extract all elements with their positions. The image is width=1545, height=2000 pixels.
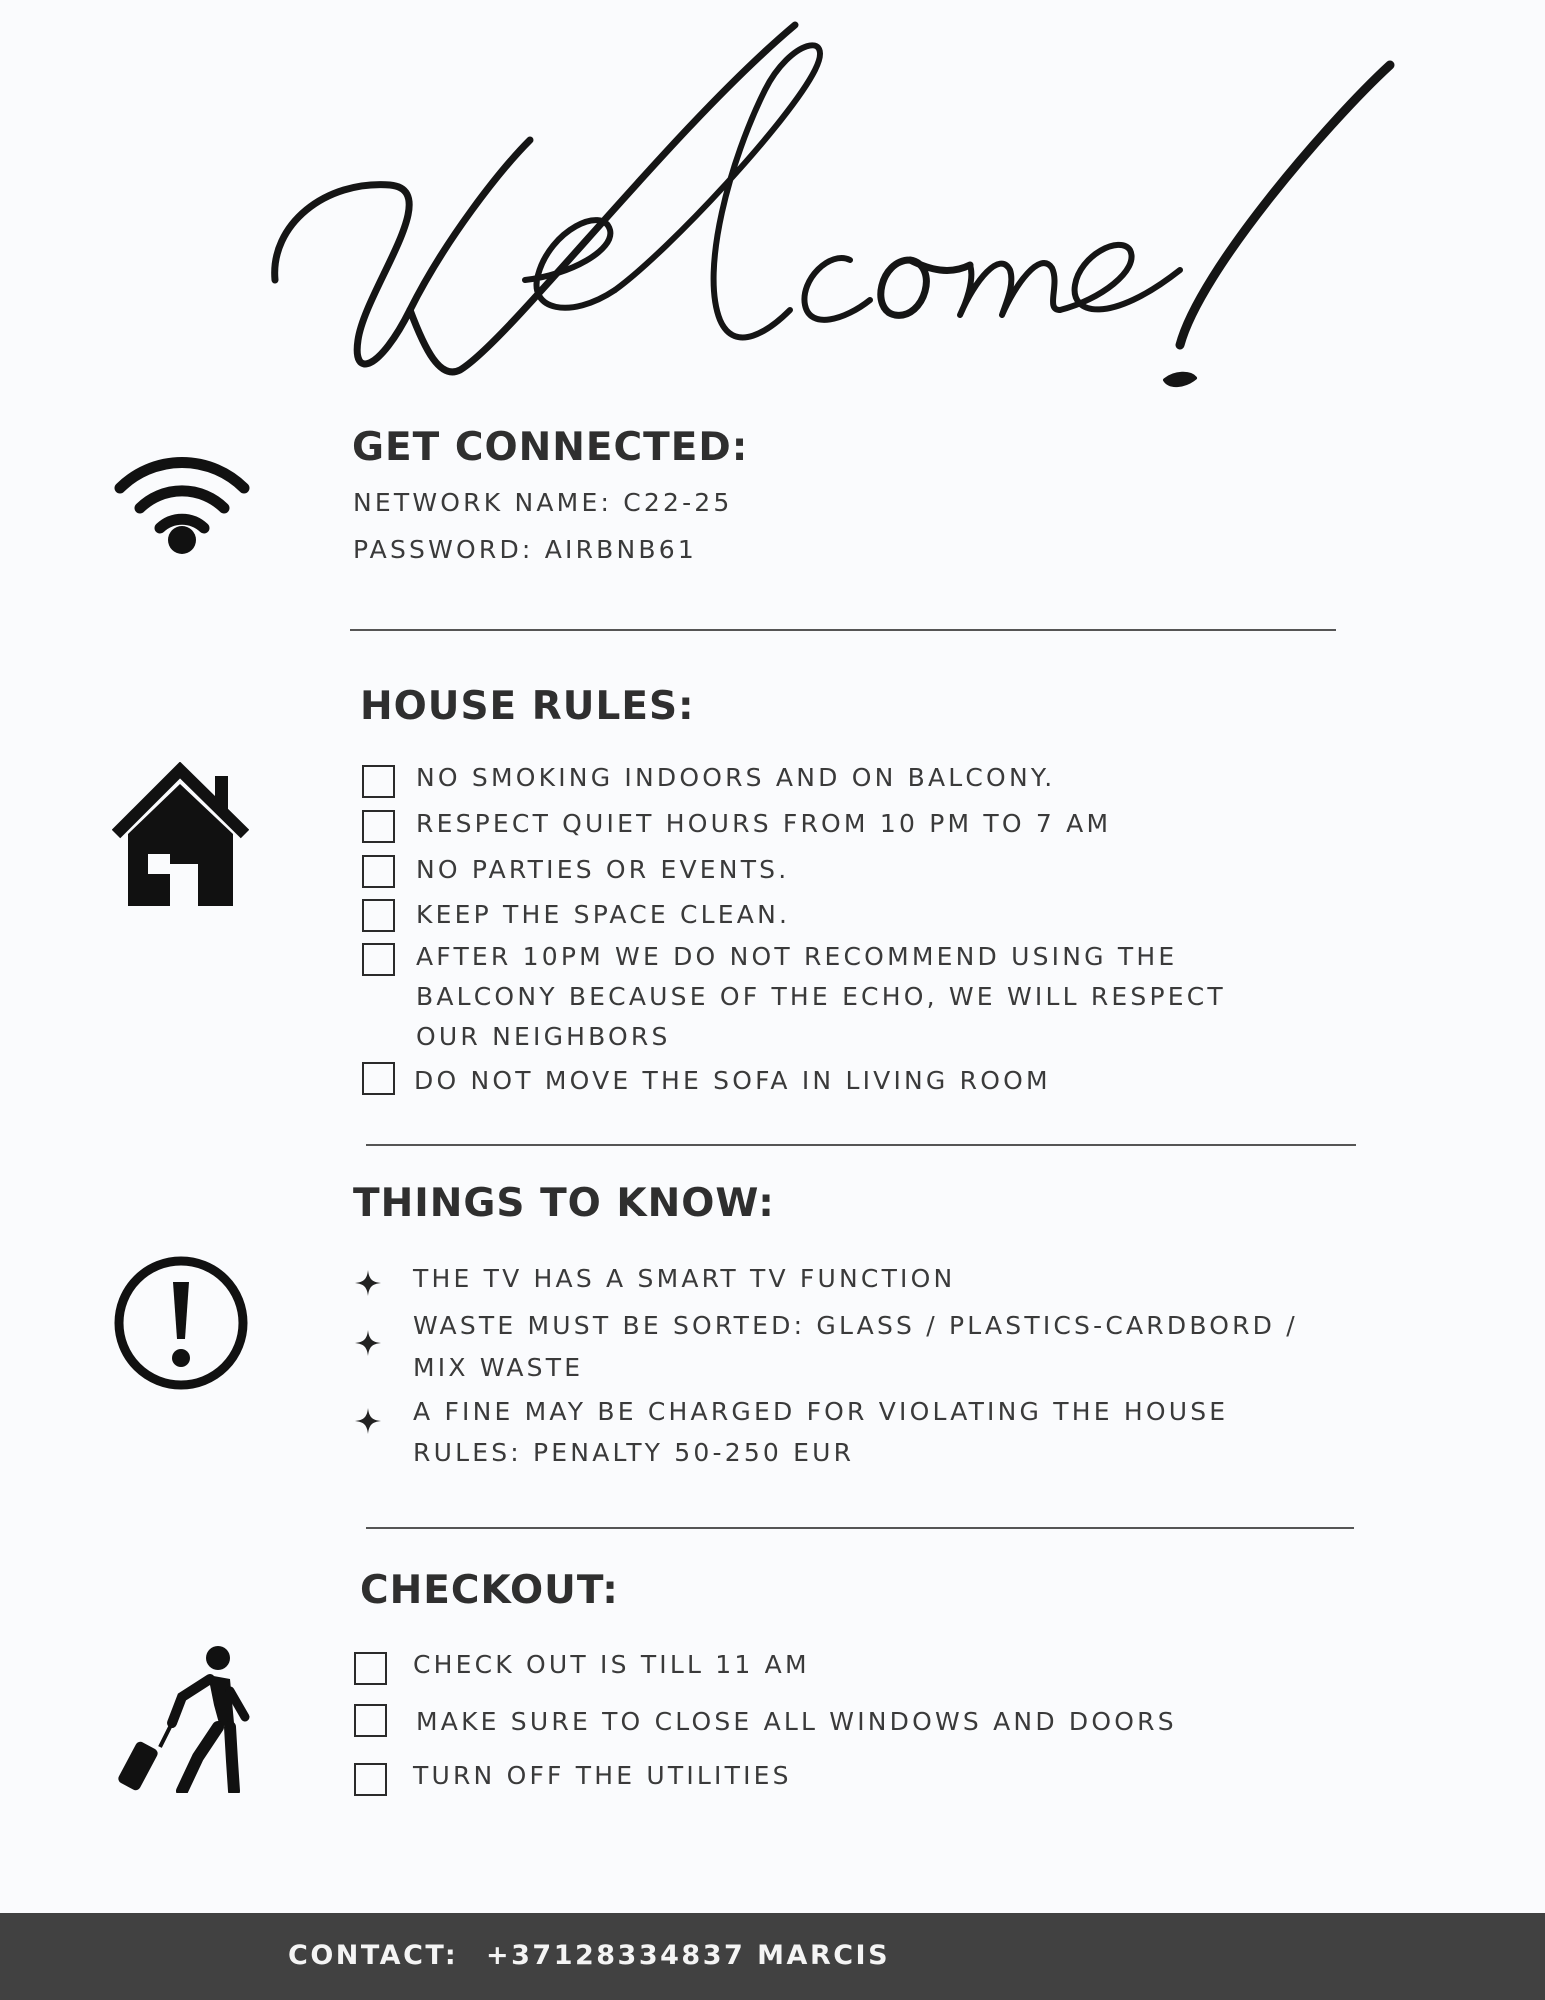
house-icon — [112, 762, 249, 907]
sparkle-bullet-icon — [355, 1330, 381, 1356]
contact-footer — [0, 1913, 1545, 2000]
things-to-know-heading: THINGS TO KNOW: — [353, 1181, 775, 1226]
rule-checkbox[interactable] — [362, 855, 395, 888]
exclamation-icon — [112, 1254, 250, 1392]
checkout-item: CHECK OUT IS TILL 11 AM — [413, 1650, 810, 1679]
checkout-checkbox[interactable] — [354, 1763, 387, 1796]
contact-label: CONTACT: — [288, 1940, 459, 1971]
network-name: NETWORK NAME: C22-25 — [353, 488, 733, 517]
checkout-checkbox[interactable] — [354, 1652, 387, 1685]
checkout-item: TURN OFF THE UTILITIES — [413, 1761, 792, 1790]
rule-item: NO SMOKING INDOORS AND ON BALCONY. — [416, 763, 1056, 792]
wifi-password: PASSWORD: AIRBNB61 — [353, 535, 697, 564]
rule-item: AFTER 10PM WE DO NOT RECOMMEND USING THE — [416, 942, 1178, 971]
rule-item-continued: BALCONY BECAUSE OF THE ECHO, WE WILL RESPECT — [416, 982, 1226, 1011]
divider — [350, 629, 1336, 631]
info-item: THE TV HAS A SMART TV FUNCTION — [413, 1264, 956, 1293]
rule-checkbox[interactable] — [362, 765, 395, 798]
divider — [366, 1527, 1354, 1529]
rule-item: KEEP THE SPACE CLEAN. — [416, 900, 791, 929]
info-item-continued: RULES: PENALTY 50-250 EUR — [413, 1438, 855, 1467]
sparkle-bullet-icon — [355, 1408, 381, 1434]
rule-checkbox[interactable] — [362, 810, 395, 843]
rule-checkbox[interactable] — [362, 943, 395, 976]
rule-item-continued: OUR NEIGHBORS — [416, 1022, 671, 1051]
rule-checkbox[interactable] — [362, 1062, 395, 1095]
wifi-icon — [112, 444, 252, 556]
checkout-heading: CHECKOUT: — [360, 1568, 619, 1613]
rule-item: DO NOT MOVE THE SOFA IN LIVING ROOM — [414, 1066, 1051, 1095]
house-rules-heading: HOUSE RULES: — [360, 684, 695, 729]
traveler-with-luggage-icon — [110, 1645, 255, 1793]
info-item: A FINE MAY BE CHARGED FOR VIOLATING THE HOUSE — [413, 1397, 1229, 1426]
get-connected-heading: GET CONNECTED: — [352, 425, 749, 470]
sparkle-bullet-icon — [355, 1270, 381, 1296]
checkout-checkbox[interactable] — [354, 1704, 387, 1737]
rule-item: RESPECT QUIET HOURS FROM 10 PM TO 7 AM — [416, 809, 1112, 838]
info-item-continued: MIX WASTE — [413, 1353, 584, 1382]
rule-checkbox[interactable] — [362, 899, 395, 932]
checkout-item: MAKE SURE TO CLOSE ALL WINDOWS AND DOORS — [416, 1707, 1177, 1736]
welcome-title-script — [270, 10, 1410, 410]
rule-item: NO PARTIES OR EVENTS. — [416, 855, 790, 884]
contact-phone-name: +37128334837 MARCIS — [486, 1940, 891, 1971]
divider — [366, 1144, 1356, 1146]
info-item: WASTE MUST BE SORTED: GLASS / PLASTICS-CARDBORD / — [413, 1311, 1298, 1340]
